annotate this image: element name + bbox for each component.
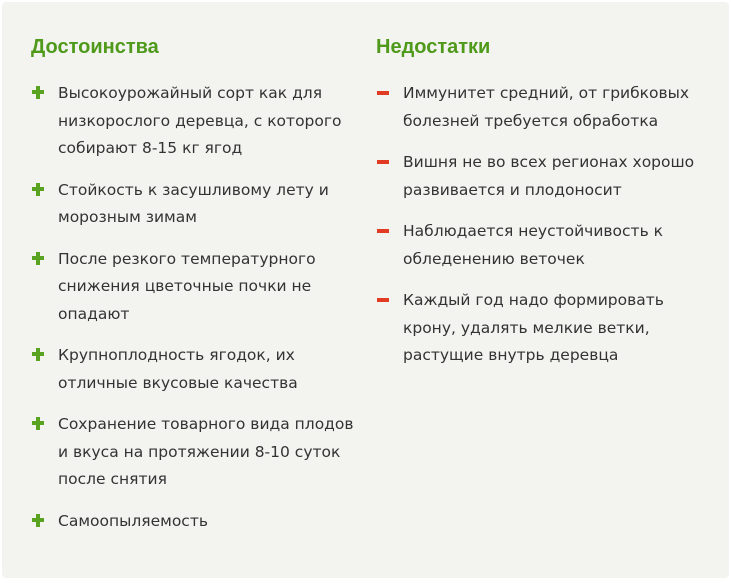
pros-item-text: Самоопыляемость [58, 511, 208, 530]
cons-list [376, 80, 706, 370]
pros-item [31, 411, 361, 494]
pros-item-text: Высокоурожайный сорт как для низкорослого деревца, с которого собирают 8-15 кг ягод [58, 84, 342, 157]
plus-icon [31, 508, 47, 535]
pros-list [31, 80, 361, 535]
cons-item [376, 80, 706, 135]
cons-item-text: Иммунитет средний, от грибковых болезней требуется обработка [403, 84, 690, 130]
pros-item-text: Стойкость к засушливому лету и морозным зимам [58, 180, 329, 226]
pros-item [31, 342, 361, 397]
cons-item [376, 218, 706, 273]
pros-item [31, 177, 361, 232]
pros-item [31, 80, 361, 163]
cons-title: Недостатки [376, 36, 491, 58]
cons-item [376, 287, 706, 370]
minus-icon [376, 80, 392, 107]
pros-item-text: После резкого температурного снижения цветочные почки не опадают [58, 249, 316, 323]
cons-column [376, 34, 706, 384]
plus-icon [31, 246, 47, 273]
minus-icon [376, 218, 392, 245]
pros-item [31, 246, 361, 329]
cons-item-text: Вишня не во всех регионах хорошо развивается и плодоносит [403, 153, 695, 199]
plus-icon [31, 342, 47, 369]
cons-item [376, 149, 706, 204]
minus-icon [376, 287, 392, 314]
pros-item-text: Крупноплодность ягодок, их отличные вкусовые качества [58, 346, 298, 392]
pros-cons-card [2, 2, 729, 578]
pros-column [31, 34, 361, 549]
plus-icon [31, 80, 47, 107]
plus-icon [31, 177, 47, 204]
cons-item-text: Наблюдается неустойчивость к обледенению веточек [403, 222, 663, 268]
pros-item [31, 508, 361, 536]
minus-icon [376, 149, 392, 176]
cons-item-text: Каждый год надо формировать крону, удалять мелкие ветки, растущие внутрь деревца [403, 291, 664, 364]
pros-title: Достоинства [31, 36, 159, 58]
plus-icon [31, 411, 47, 438]
pros-item-text: Сохранение товарного вида плодов и вкуса на протяжении 8-10 суток после снятия [58, 415, 354, 488]
